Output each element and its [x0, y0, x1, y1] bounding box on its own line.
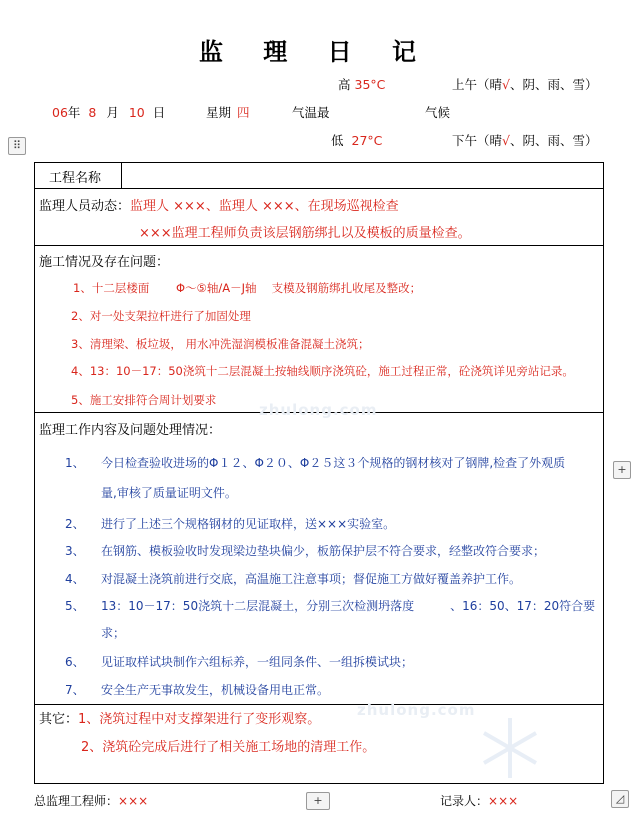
pm-sunny: 晴 [489, 133, 503, 148]
watermark-text: zhulong.com [357, 701, 476, 719]
work-item-text: 13：10－17：50浇筑十二层混凝土，分别三次检测坍落度 、16：50、17：20符合要 [101, 599, 596, 613]
pm-check-icon: √ [502, 133, 511, 148]
low-temp [331, 131, 382, 149]
work-item-text: 见证取样试块制作六组标养，一组同条件、一组拆模试块； [101, 655, 414, 669]
project-divider [121, 163, 122, 188]
recorder-value: ××× [488, 794, 519, 808]
date: 06年 8 月 10 日 [52, 105, 166, 120]
weekday: 星期 四 [206, 105, 250, 120]
work-item-text: 安全生产无事故发生，机械设备用电正常。 [101, 683, 330, 697]
add-column-icon[interactable]: + [613, 461, 631, 479]
work-item-text: 量,审核了质量证明文件。 [101, 486, 237, 500]
recorder [440, 792, 518, 809]
high-temp-unit: °C [370, 77, 386, 92]
work-item-number: 4、 [65, 572, 85, 586]
work-item-number: 6、 [65, 655, 85, 669]
work-item-number: 2、 [65, 517, 85, 531]
supervisors-section [39, 195, 399, 214]
high-temp-value: 35 [354, 77, 371, 92]
work-item-text: 对混凝土浇筑前进行交底，高温施工注意事项；督促施工方做好覆盖养护工作。 [101, 572, 522, 586]
supervisors-line-1: 监理人 ×××、监理人 ×××、在现场巡视检查 [130, 199, 399, 214]
other-label: 其它： [39, 712, 79, 727]
high-temp [338, 75, 385, 93]
date-month: 8 [88, 105, 97, 120]
other-section [39, 708, 320, 727]
other-item: 2、浇筑砼完成后进行了相关施工场地的清理工作。 [81, 740, 376, 755]
low-temp-label: 低 [331, 133, 344, 148]
pm-weather: 下午（晴√、阴、雨、雪） [452, 133, 598, 148]
climate-label: 气候 [425, 105, 451, 120]
diary-table [34, 162, 604, 784]
work-item-number: 1、 [65, 456, 85, 470]
high-temp-label: 高 [338, 77, 351, 92]
weekday-value: 四 [237, 105, 250, 120]
low-temp-value: 27 [351, 133, 368, 148]
construction-item: 4、13：10－17：50浇筑十二层混凝土按轴线顺序浇筑砼，施工过程正常，砼浇筑详见旁站记录。 [71, 364, 574, 378]
work-label: 监理工作内容及问题处理情况： [39, 423, 222, 438]
date-day: 10 [128, 105, 145, 120]
row-divider [35, 188, 603, 189]
chief-engineer [34, 792, 148, 809]
construction-item: 2、对一处支架拉杆进行了加固处理 [71, 309, 251, 323]
low-temp-unit: °C [367, 133, 383, 148]
add-row-icon[interactable]: + [306, 792, 330, 810]
table-move-handle-icon[interactable]: ⠿ [8, 137, 26, 155]
am-sunny: 晴 [489, 77, 503, 92]
construction-item: 5、施工安排符合周计划要求 [71, 393, 217, 407]
work-item-number: 7、 [65, 683, 85, 697]
other-item: 1、浇筑过程中对支撑架进行了变形观察。 [78, 712, 321, 727]
am-weather: 上午（晴√、阴、雨、雪） [452, 77, 598, 92]
row-divider [35, 704, 603, 705]
am-label: 上午 [452, 77, 478, 92]
table-resize-handle-icon[interactable]: ◿ [611, 790, 629, 808]
work-item-text: 进行了上述三个规格钢材的见证取样，送×××实验室。 [101, 517, 396, 531]
temp-label: 气温最 [292, 105, 330, 120]
am-check-icon: √ [502, 77, 511, 92]
chief-label: 总监理工程师： [34, 794, 119, 808]
work-item-text: 求； [101, 626, 126, 640]
recorder-label: 记录人： [440, 794, 489, 808]
date-year: 06 [52, 105, 68, 120]
construction-item: 3、清理梁、板垃圾， 用水冲洗湿润模板准备混凝土浇筑； [71, 337, 370, 351]
pm-label: 下午 [452, 133, 478, 148]
work-item-text: 今日检查验收进场的Φ１２、Φ２０、Φ２５这３个规格的钢材核对了钢牌,检查了外观质 [101, 456, 566, 470]
work-item-number: 5、 [65, 599, 85, 613]
project-label: 工程名称 [49, 171, 102, 186]
row-divider [35, 245, 603, 246]
construction-item: 1、十二层楼面 Φ～⑤轴/A－J轴 支模及钢筋绑扎收尾及整改； [73, 281, 422, 295]
snowflake-logo-icon [475, 713, 545, 783]
work-item-number: 3、 [65, 544, 85, 558]
work-item-text: 在钢筋、模板验收时发现梁边垫块偏少，板筋保护层不符合要求，经整改符合要求； [101, 544, 546, 558]
construction-label: 施工情况及存在问题： [39, 255, 170, 270]
chief-value: ××× [118, 794, 149, 808]
page-title: 监 理 日 记 [198, 38, 433, 66]
supervisors-label: 监理人员动态： [39, 199, 131, 214]
watermark-text: zhulong.com [259, 401, 378, 419]
supervisors-line-2: ×××监理工程师负责该层钢筋绑扎以及模板的质量检查。 [139, 226, 471, 241]
